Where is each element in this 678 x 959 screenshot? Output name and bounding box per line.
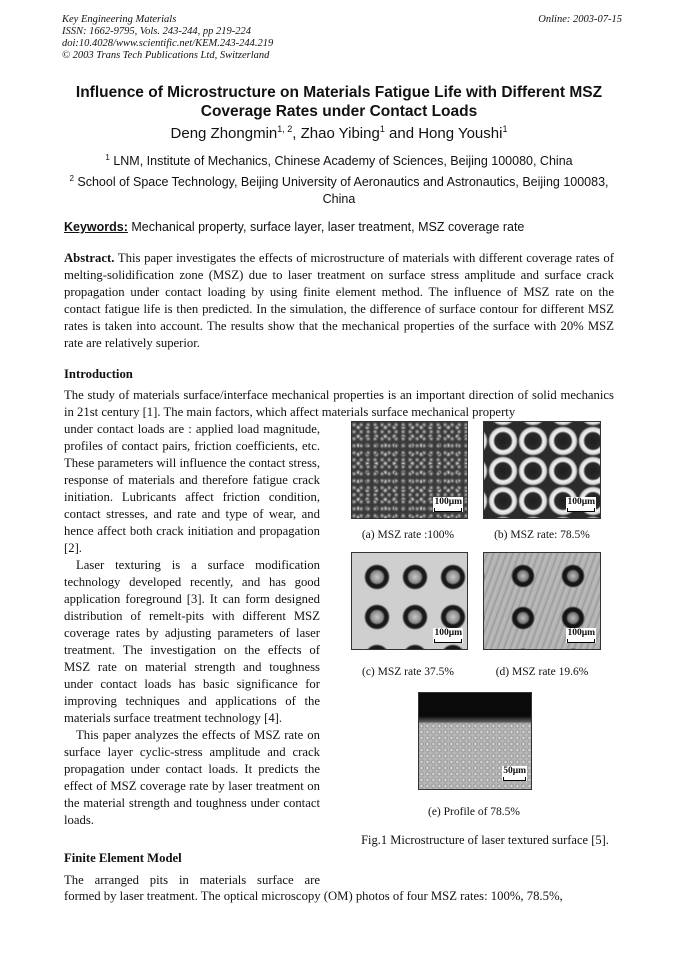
scale-bar-c: 100μm	[433, 628, 463, 643]
caption-c: (c) MSZ rate 37.5%	[362, 666, 454, 678]
figure-1-caption: Fig.1 Microstructure of laser textured surface [5].	[361, 833, 609, 847]
author-list	[40, 124, 638, 142]
author-3-sup: 1	[502, 124, 508, 134]
affiliation-2: $^2$ School of Space Technology, Beijing University of Aeronautics and Astronautics, Beijing 100083, China	[69, 174, 609, 207]
keywords	[64, 220, 624, 234]
issn-line: ISSN: 1662-9795, Vols. 243-244, pp 219-224	[62, 26, 251, 37]
micrograph-e-profile	[418, 692, 532, 790]
caption-d: (d) MSZ rate 19.6%	[495, 666, 589, 678]
introduction-heading: Introduction	[64, 367, 133, 381]
caption-e: (e) Profile of 78.5%	[428, 806, 520, 818]
paper-title: Influence of Microstructure on Materials Fatigue Life with Different MSZ Coverage Rates under Contact Loads	[75, 84, 603, 120]
affiliation-1: $^1$ LNM, Institute of Mechanics, Chinese Academy of Sciences, Beijing 100080, China	[105, 153, 573, 169]
scale-bar-b: 100μm	[566, 497, 596, 512]
caption-b: (b) MSZ rate: 78.5%	[494, 529, 590, 541]
fem-line-2: formed by laser treatment. The optical microscopy (OM) photos of four MSZ rates: 100%, 78.5%,	[64, 889, 563, 903]
fem-line-1: The arranged pits in materials surface are	[64, 873, 320, 887]
micrograph-d	[483, 552, 601, 650]
keywords-text: Mechanical property, surface layer, laser treatment, MSZ coverage rate	[127, 220, 525, 234]
copyright-line: © 2003 Trans Tech Publications Ltd, Switzerland	[62, 50, 270, 61]
journal-name: Key Engineering Materials	[62, 14, 177, 25]
intro-left-column	[64, 421, 320, 829]
author-2: , Zhao Yibing	[292, 125, 380, 142]
intro-paragraph-3: This paper analyzes the effects of MSZ rate on surface layer cyclic-stress amplitude and crack propagation under contact loads. It predicts the effect of MSZ coverage rate by laser treatment on the material strength and toughness under contact loads.	[64, 728, 320, 827]
micrograph-c	[351, 552, 468, 650]
fem-heading: Finite Element Model	[64, 851, 182, 865]
author-3: and Hong Youshi	[384, 125, 503, 142]
scale-bar-e: 50μm	[502, 766, 527, 781]
abstract	[64, 250, 614, 352]
scale-bar-d: 100μm	[566, 628, 596, 643]
scale-bar-a: 100μm	[433, 497, 463, 512]
abstract-label: Abstract.	[64, 251, 115, 265]
author-1: Deng Zhongmin	[170, 125, 278, 142]
doi-line: doi:10.4028/www.scientific.net/KEM.243-244.219	[62, 38, 274, 49]
intro-paragraph-1-continued: under contact loads are : applied load magnitude, profiles of contact pairs, friction coefficients, etc. These parameters will influence the contact stress, response of materials and therefore fatigue crack initiation. Lubricants affect friction condition, contact stresses, and rate and type of wear, and hence affect both crack initiation and propagation [2].	[64, 422, 320, 555]
abstract-text: This paper investigates the effects of microstructure of materials with different coverage rates of melting-solidification zone (MSZ) due to laser treatment on surface stress amplitude and surface crack propagation under contact loading by using finite element method. The influence of MSZ rate on the contact fatigue life is then predicted. In the simulation, the difference of surface contour for different MSZ rates is taken into account. The results show that the mechanical properties of the surface with 20% MSZ rate are relatively superior.	[64, 251, 614, 350]
intro-paragraph-1: The study of materials surface/interface mechanical properties is an important direction of solid mechanics in 21st century [1]. The main factors, which affect materials surface mechanical property	[64, 388, 614, 419]
journal-header	[62, 14, 622, 62]
author-1-sup: 1, 2	[277, 124, 293, 134]
author-2-sup: 1	[379, 124, 385, 134]
online-date: Online: 2003-07-15	[538, 14, 622, 25]
micrograph-b	[483, 421, 601, 519]
keywords-label: Keywords:	[64, 220, 128, 234]
caption-a: (a) MSZ rate :100%	[361, 529, 455, 541]
intro-paragraph-2: Laser texturing is a surface modification technology developed recently, and has good application foreground [3]. It can form designed distribution of remelt-pits with different MSZ coverage rates by adjusting parameters of laser treatment. The investigation on the effects of MSZ rate on material strength and toughness under contact loads has basic significance for improving techniques and applications of the materials surface treatment technology [4].	[64, 558, 320, 725]
micrograph-a	[351, 421, 468, 519]
